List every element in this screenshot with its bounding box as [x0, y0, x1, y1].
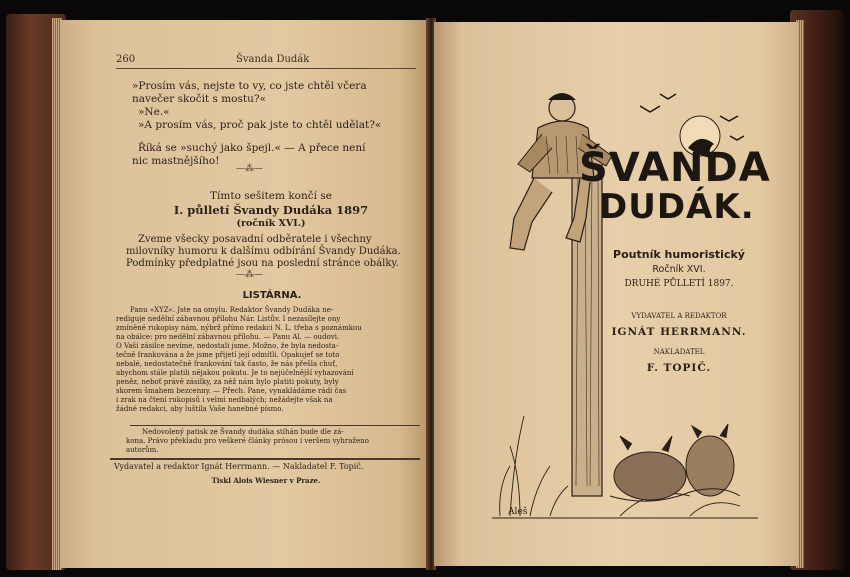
listarna-line: žádné redakci, aby luštila Vaše hanebné písmo. [116, 405, 284, 413]
running-title: Švanda Dudák [236, 54, 310, 65]
printer-line: Tiskl Alois Wiesner v Praze. [211, 476, 321, 485]
imprint: Vydavatel a redaktor Ignát Herrmann. — Nakladatel F. Topič. [114, 462, 364, 471]
artist-signature: Aleš [508, 507, 528, 517]
title-illustration [490, 56, 760, 526]
notice-line: Nedovolený patisk ze Švandy dudáka stíhán bude dle zá- [142, 428, 344, 436]
announcement-body: milovníky humoru k dalšímu odbírání Švandy Dudáka. [126, 246, 401, 257]
announcement-title: I. půlletí Švandy Dudáka 1897 [173, 203, 369, 217]
half-year: DRUHÉ PŮLLETÍ 1897. [624, 279, 734, 289]
volume: Ročník XVI. [652, 264, 706, 275]
editor-name: IGNÁT HERRMANN. [611, 326, 747, 338]
listarna-line: skorem šmahem bezcenny. — Přech. Pane, vynakládáme rádi čas [116, 387, 347, 395]
listarna-line: nebalé, nedostatečně frankování tak často, že nás přešla chuť, [116, 360, 338, 368]
announcement-body: Podmínky předplatné jsou na poslední stránce obálky. [126, 258, 399, 269]
listarna-line: abychom stále platili nějakou pokutu. Je to nejúčelnější vyhazování [116, 369, 354, 377]
publisher-label: VYDAVATEL A REDAKTOR [631, 312, 727, 320]
listarna-line: tečně frankována a že jsme přijetí její odmítli. Opakujeť se toto [116, 351, 340, 359]
masthead [579, 147, 771, 225]
announcement-body: Zveme všecky posavadní odběratele i všechny [138, 234, 372, 245]
announcement-volume: (ročník XVI.) [236, 218, 306, 229]
dialogue-block [132, 80, 428, 170]
masthead-line1: ŠVANDA [579, 145, 771, 191]
imprint-rule [110, 458, 420, 460]
left-page [60, 20, 428, 568]
ornament-divider: —⁂— [236, 270, 263, 280]
notice-line: autorům. [126, 446, 159, 454]
subtitle: Poutník humoristický [613, 248, 745, 261]
announcement [116, 190, 426, 286]
right-page [434, 22, 798, 566]
listarna-line: rediguje nedělní zábavnou přílohu Nár. Listův. I nezasílejte ony [116, 315, 341, 323]
listarna-line: O Vaší zásilce nevíme, nedostali jsme. Možno, že byla nedosta- [116, 342, 339, 350]
page-number: 260 [116, 54, 136, 65]
press-name: F. TOPIČ. [646, 362, 712, 374]
dialogue-line: »A prosím vás, proč pak jste to chtěl udělat?« [138, 119, 382, 131]
masthead-line2: DUDÁK. [599, 187, 755, 227]
listarna-line: zmíněné rukopisy nám, nýbrž přímo redakci N. L. třeba s poznámkou [116, 324, 362, 332]
dialogue-line: nic mastnějšího! [132, 155, 220, 167]
dialogue-line: »Ne.« [138, 106, 170, 118]
dialogue-line: navečer skočit s mostu?« [132, 93, 266, 105]
press-label: NAKLADATEL [653, 348, 705, 356]
announcement-line: Tímto sešitem končí se [210, 190, 332, 202]
dialogue-line: »Prosím vás, nejste to vy, co jste chtěl včera [132, 80, 367, 92]
listarna-section [116, 290, 428, 440]
listarna-heading: LISTÁRNA. [242, 290, 302, 301]
dialogue-line: Říká se »suchý jako špejl.« — A přece není [138, 142, 366, 154]
listarna-line: Panu »XYZ«. Jste na omylu. Redaktor Švandy Dudáka ne- [130, 306, 334, 314]
devils [610, 424, 740, 501]
copyright-notice [126, 428, 426, 458]
listarna-line: i zrak na čtení rukopisů i velmi nedbalých; nežádejte však na [116, 396, 333, 404]
ornament-divider: —⁂— [236, 164, 263, 174]
notice-line: kona. Právo překladu pro veškeré články prósou i veršem vyhraženo [126, 437, 369, 445]
listarna-line: peněz, neboť právě zásilky, za něž nám bylo platiti pokuty, byly [116, 378, 339, 386]
notice-rule [130, 425, 420, 426]
header-rule [116, 68, 416, 69]
listarna-line: na obálce: pro nedělní zábavnou přílohu. — Panu Al. — oudovi. [116, 333, 340, 341]
